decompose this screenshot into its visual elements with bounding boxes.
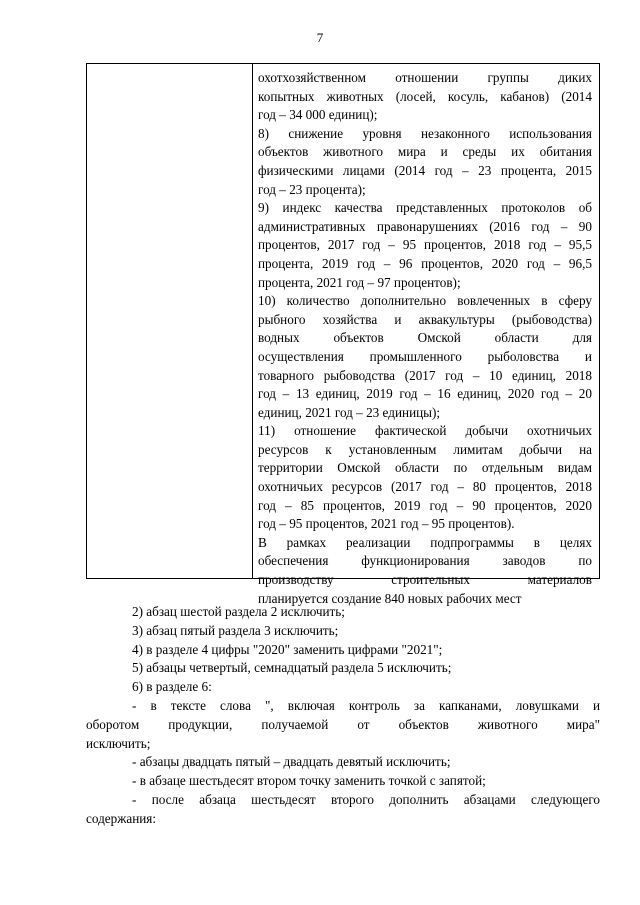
table-text-line: территории Омской области по отдельным видам [258,460,592,476]
table-text-line: год – 34 000 единиц); [258,107,378,123]
table-text-line: год – 13 единиц, 2019 год – 16 единиц, 2020 год – 20 [258,386,592,402]
paragraph-line: - абзацы двадцать пятый – двадцать девятый исключить; [132,754,451,770]
table-text-line: ресурсов к установленным лимитам добычи на [258,441,592,457]
table-column-divider [252,64,253,578]
table-text-line: 9) индекс качества представленных протоколов об [258,200,592,216]
paragraph-line: исключить; [86,735,151,751]
table-text-line: осуществления промышленного рыболовства и [258,348,592,364]
table-text-line: процентов, 2017 год – 95 процентов, 2018 год – 95,5 [258,237,592,253]
paragraph-line: - после абзаца шестьдесят второго дополнить абзацами следующего [132,791,600,807]
table-text-line: производству строительных материалов [258,572,592,588]
table-text-line: планируется создание 840 новых рабочих мест [258,590,522,606]
table-text-line: единиц, 2021 год – 23 единицы); [258,404,441,420]
table-text-line: копытных животных (лосей, косуль, кабанов) (2014 [258,88,592,104]
paragraph-line: оборотом продукции, получаемой от объектов животного мира" [86,716,600,732]
table-text-line: год – 85 процентов, 2019 год – 90 процентов, 2020 [258,497,592,513]
paragraph-line: 6) в разделе 6: [132,679,212,695]
paragraph-line: 2) абзац шестой раздела 2 исключить; [132,604,345,619]
table-text-line: год – 95 процентов, 2021 год – 95 процентов). [258,516,515,532]
paragraph-line: - в абзаце шестьдесят втором точку заменить точкой с запятой; [132,773,486,789]
table-text-line: охотничьих ресурсов (2017 год – 80 процентов, 2018 [258,479,592,495]
table-text-line: 10) количество дополнительно вовлеченных в сферу [258,293,592,309]
table-text-line: товарного рыбоводства (2017 год – 10 единиц, 2018 [258,367,592,383]
page-number: 7 [316,30,324,45]
table-text-line: 11) отношение фактической добычи охотничьих [258,423,592,439]
amendments-text [86,603,600,829]
paragraph-line: содержания: [86,810,157,826]
table-right-cell [258,69,592,608]
table-text-line: процента, 2021 год – 97 процентов); [258,274,461,290]
indicators-table [86,63,600,606]
table-text-line: объектов животного мира и среды их обитания [258,144,592,160]
table-text-line: год – 23 процента); [258,181,366,197]
paragraph-line: 5) абзацы четвертый, семнадцатый раздела 5 исключить; [132,660,452,676]
paragraph-line: - в тексте слова ", включая контроль за капканами, ловушками и [132,697,600,713]
table-text-line: административных правонарушениях (2016 год – 90 [258,218,592,234]
table-text-line: водных объектов Омской области для [258,330,592,346]
table-text-line: физическими лицами (2014 год – 23 процента, 2015 [258,162,592,178]
table-text-line: обеспечения функционирования заводов по [258,553,592,569]
table-text-line: охотхозяйственном отношении группы диких [258,70,592,85]
table-text-line: 8) снижение уровня незаконного использования [258,125,592,141]
paragraph-line: 3) абзац пятый раздела 3 исключить; [132,622,339,638]
table-text-line: рыбного хозяйства и аквакультуры (рыбоводства) [258,311,592,327]
table-text-line: В рамках реализации подпрограммы в целях [258,534,592,550]
paragraph-line: 4) в разделе 4 цифры "2020" заменить цифрами "2021"; [132,641,443,657]
table-text-line: процента, 2019 год – 96 процентов, 2020 год – 96,5 [258,255,592,271]
